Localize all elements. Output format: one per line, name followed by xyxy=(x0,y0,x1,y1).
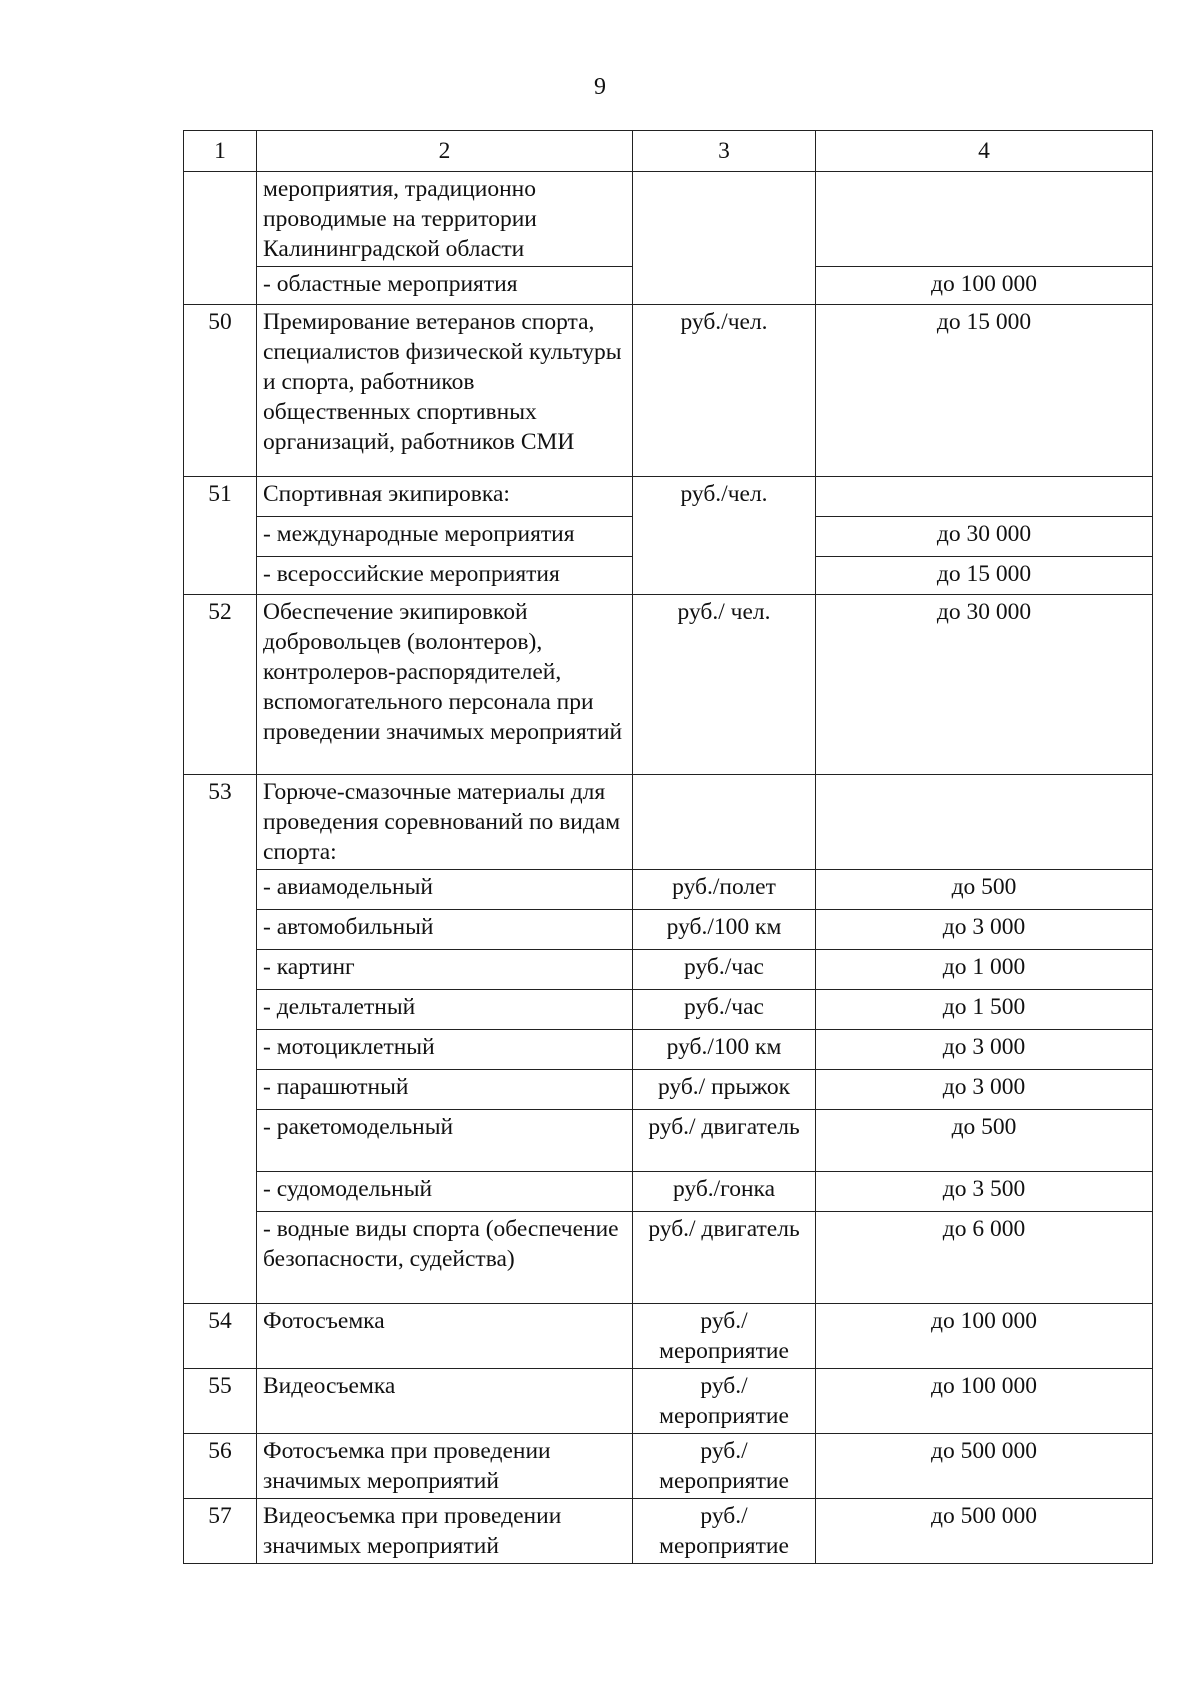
column-header-1: 1 xyxy=(184,131,257,172)
description-cell: - авиамодельный xyxy=(257,870,633,910)
table-header xyxy=(184,131,1153,172)
unit-cell: руб./ чел. xyxy=(633,595,816,775)
description-cell: Горюче-смазочные материалы для проведения соревнований по видам спорта: xyxy=(257,775,633,870)
value-cell: до 15 000 xyxy=(816,305,1153,477)
unit-cell xyxy=(633,172,816,305)
value-cell: до 6 000 xyxy=(816,1212,1153,1304)
table-row xyxy=(184,1434,1153,1499)
description-cell: - мотоциклетный xyxy=(257,1030,633,1070)
value-cell: до 30 000 xyxy=(816,595,1153,775)
table-row xyxy=(184,775,1153,870)
description-cell: Фотосъемка при проведении значимых мероприятий xyxy=(257,1434,633,1499)
value-cell: до 100 000 xyxy=(816,267,1153,305)
header-row xyxy=(184,131,1153,172)
value-cell: до 15 000 xyxy=(816,557,1153,595)
table-row xyxy=(184,950,1153,990)
row-number-cell: 50 xyxy=(184,305,257,477)
row-number-cell xyxy=(184,172,257,305)
unit-cell: руб./ двигатель xyxy=(633,1212,816,1304)
value-cell: до 30 000 xyxy=(816,517,1153,557)
description-cell: Обеспечение экипировкой добровольцев (волонтеров), контролеров-распорядителей, вспомогательного персонала при проведении значимых мероприятий xyxy=(257,595,633,775)
description-cell: Премирование ветеранов спорта, специалистов физической культуры и спорта, работников общественных спортивных организаций, работников СМИ xyxy=(257,305,633,477)
description-cell: Видеосъемка при проведении значимых мероприятий xyxy=(257,1499,633,1564)
value-cell: до 3 000 xyxy=(816,1030,1153,1070)
value-cell: до 100 000 xyxy=(816,1369,1153,1434)
value-cell xyxy=(816,172,1153,267)
table-row xyxy=(184,1369,1153,1434)
description-cell: Фотосъемка xyxy=(257,1304,633,1369)
table-row xyxy=(184,870,1153,910)
table-row xyxy=(184,910,1153,950)
unit-cell: руб./час xyxy=(633,990,816,1030)
unit-cell xyxy=(633,775,816,870)
table-row xyxy=(184,305,1153,477)
description-cell: - парашютный xyxy=(257,1070,633,1110)
value-cell: до 100 000 xyxy=(816,1304,1153,1369)
value-cell: до 3 000 xyxy=(816,910,1153,950)
value-cell xyxy=(816,775,1153,870)
description-cell: - ракетомодельный xyxy=(257,1110,633,1172)
unit-cell: руб./ мероприятие xyxy=(633,1304,816,1369)
table-row xyxy=(184,1070,1153,1110)
unit-cell: руб./гонка xyxy=(633,1172,816,1212)
table-row xyxy=(184,172,1153,267)
table-row xyxy=(184,990,1153,1030)
value-cell: до 3 500 xyxy=(816,1172,1153,1212)
description-cell: - картинг xyxy=(257,950,633,990)
value-cell: до 3 000 xyxy=(816,1070,1153,1110)
description-cell: - судомодельный xyxy=(257,1172,633,1212)
row-number-cell: 57 xyxy=(184,1499,257,1564)
description-cell: - водные виды спорта (обеспечение безопасности, судейства) xyxy=(257,1212,633,1304)
description-cell: - всероссийские мероприятия xyxy=(257,557,633,595)
description-cell: - дельталетный xyxy=(257,990,633,1030)
table-row xyxy=(184,1499,1153,1564)
unit-cell: руб./ прыжок xyxy=(633,1070,816,1110)
row-number-cell: 55 xyxy=(184,1369,257,1434)
table-row xyxy=(184,1172,1153,1212)
value-cell: до 500 000 xyxy=(816,1499,1153,1564)
description-cell: мероприятия, традиционно проводимые на территории Калининградской области xyxy=(257,172,633,267)
unit-cell: руб./чел. xyxy=(633,305,816,477)
unit-cell: руб./ мероприятие xyxy=(633,1434,816,1499)
value-cell: до 1 500 xyxy=(816,990,1153,1030)
unit-cell: руб./100 км xyxy=(633,1030,816,1070)
table-row xyxy=(184,595,1153,775)
column-header-4: 4 xyxy=(816,131,1153,172)
table-row xyxy=(184,1110,1153,1172)
unit-cell: руб./ мероприятие xyxy=(633,1369,816,1434)
row-number-cell: 54 xyxy=(184,1304,257,1369)
unit-cell: руб./ мероприятие xyxy=(633,1499,816,1564)
table-body xyxy=(184,172,1153,1564)
description-cell: - областные мероприятия xyxy=(257,267,633,305)
table-row xyxy=(184,1030,1153,1070)
row-number-cell: 56 xyxy=(184,1434,257,1499)
row-number-cell: 52 xyxy=(184,595,257,775)
table-row xyxy=(184,1212,1153,1304)
description-cell: - автомобильный xyxy=(257,910,633,950)
value-cell: до 500 xyxy=(816,870,1153,910)
unit-cell: руб./час xyxy=(633,950,816,990)
description-cell: Видеосъемка xyxy=(257,1369,633,1434)
table-row xyxy=(184,1304,1153,1369)
page-number: 9 xyxy=(594,74,606,100)
value-cell xyxy=(816,477,1153,517)
unit-cell: руб./чел. xyxy=(633,477,816,595)
unit-cell: руб./100 км xyxy=(633,910,816,950)
tariff-table xyxy=(183,130,1153,1564)
column-header-2: 2 xyxy=(257,131,633,172)
table-row xyxy=(184,477,1153,517)
description-cell: Спортивная экипировка: xyxy=(257,477,633,517)
value-cell: до 500 000 xyxy=(816,1434,1153,1499)
unit-cell: руб./ двигатель xyxy=(633,1110,816,1172)
unit-cell: руб./полет xyxy=(633,870,816,910)
value-cell: до 1 000 xyxy=(816,950,1153,990)
value-cell: до 500 xyxy=(816,1110,1153,1172)
row-number-cell: 51 xyxy=(184,477,257,595)
row-number-cell: 53 xyxy=(184,775,257,1304)
column-header-3: 3 xyxy=(633,131,816,172)
description-cell: - международные мероприятия xyxy=(257,517,633,557)
